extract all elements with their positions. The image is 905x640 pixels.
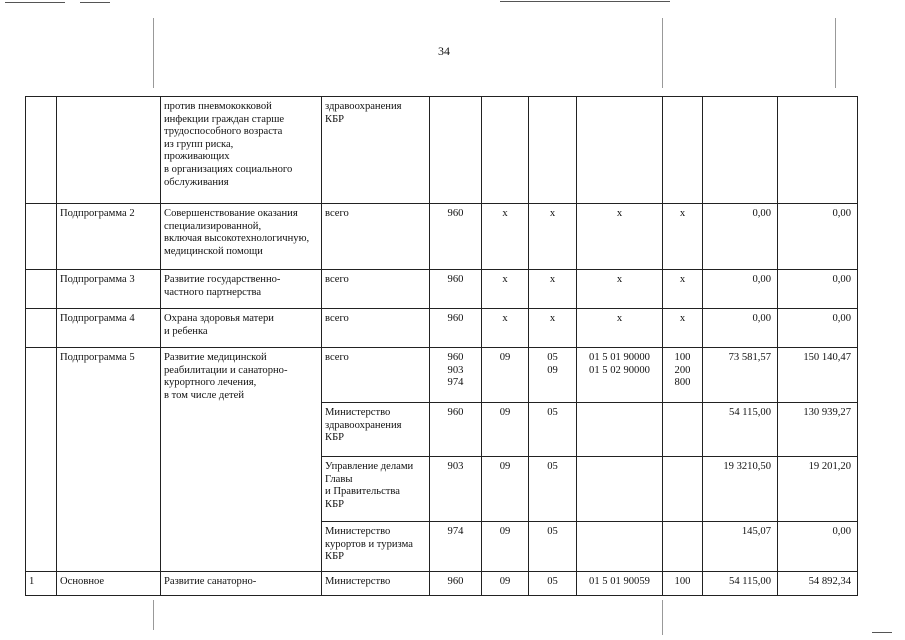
- vr-cell: [663, 309, 703, 348]
- num-cell: [26, 204, 57, 270]
- cell-line: обслуживания: [164, 176, 229, 188]
- cell-line: 01 5 02 90000: [589, 364, 650, 376]
- num-cell: [26, 97, 57, 204]
- cell-line: х: [616, 313, 623, 324]
- cell-line: 09: [499, 407, 511, 418]
- cell-line: 974: [447, 526, 464, 537]
- cell-line: курортов и туризма: [325, 538, 413, 550]
- name-cell: [161, 572, 322, 596]
- rz-cell: [482, 270, 529, 309]
- rz-cell: [482, 457, 529, 522]
- value-2025-cell: 0,00: [778, 270, 858, 309]
- cell-line: 800: [674, 377, 691, 389]
- scan-artifact-line: [500, 1, 670, 2]
- table-row: [26, 270, 858, 309]
- value-2025-cell: 0,00: [778, 522, 858, 572]
- scan-artifact-line: [835, 18, 836, 88]
- vr-cell: [663, 522, 703, 572]
- cell-line: всего: [325, 352, 349, 363]
- cell-line: в том числе детей: [164, 389, 245, 401]
- cell-line: х: [549, 274, 556, 285]
- cell-line: 09: [499, 461, 511, 472]
- cell-line: 960: [447, 274, 464, 285]
- pr-cell: [529, 403, 577, 457]
- cell-line: 05: [547, 352, 558, 363]
- vr-cell: [663, 97, 703, 204]
- value-2025-cell: 150 140,47: [778, 348, 858, 403]
- page-number: 34: [438, 44, 450, 58]
- cell-line: 05: [547, 526, 558, 537]
- table-row: [26, 348, 858, 403]
- cell-line: курортного лечения,: [164, 377, 257, 389]
- cell-line: 960: [447, 208, 464, 219]
- scan-artifact-line: [153, 600, 154, 630]
- executor-cell: [322, 204, 430, 270]
- grbs-cell: [430, 348, 482, 403]
- value-2025-cell: 19 201,20: [778, 457, 858, 522]
- value-2024-cell: 0,00: [703, 270, 778, 309]
- cell-line: 05: [547, 576, 558, 587]
- grbs-cell: [430, 97, 482, 204]
- name-cell: [161, 348, 322, 572]
- cell-line: здравоохранения: [325, 419, 402, 431]
- pr-cell: [529, 204, 577, 270]
- grbs-cell: [430, 572, 482, 596]
- executor-cell: [322, 572, 430, 596]
- vr-cell: [663, 348, 703, 403]
- scan-artifact-line: [662, 600, 663, 635]
- rz-cell: [482, 572, 529, 596]
- table-row: [26, 204, 858, 270]
- cell-line: х: [679, 208, 686, 219]
- rz-cell: [482, 309, 529, 348]
- scan-artifact-line: [153, 18, 154, 88]
- cell-line: Главы: [325, 473, 353, 485]
- csr-cell: [577, 309, 663, 348]
- value-2024-cell: 73 581,57: [703, 348, 778, 403]
- scan-artifact-line: [872, 632, 892, 633]
- cell-line: 200: [674, 364, 691, 376]
- cell-line: КБР: [325, 498, 345, 510]
- csr-cell: [577, 457, 663, 522]
- executor-cell: [322, 457, 430, 522]
- cell-line: 09: [499, 352, 511, 363]
- vr-cell: [663, 270, 703, 309]
- scan-artifact-line: [5, 2, 65, 3]
- cell-line: в организациях социального: [164, 163, 293, 175]
- pr-cell: [529, 572, 577, 596]
- scan-artifact-line: [80, 2, 110, 3]
- cell-line: 09: [499, 526, 511, 537]
- vr-cell: [663, 403, 703, 457]
- cell-line: х: [679, 274, 686, 285]
- vr-cell: [663, 572, 703, 596]
- status-cell: Подпрограмма 5: [57, 348, 161, 572]
- value-2024-cell: 145,07: [703, 522, 778, 572]
- cell-line: 960: [447, 352, 464, 363]
- cell-line: здравоохранения: [325, 101, 402, 112]
- pr-cell: [529, 457, 577, 522]
- value-2025-cell: 0,00: [778, 309, 858, 348]
- cell-line: х: [616, 208, 623, 219]
- grbs-cell: [430, 522, 482, 572]
- value-2024-cell: 0,00: [703, 204, 778, 270]
- csr-cell: [577, 204, 663, 270]
- value-2024-cell: 19 3210,50: [703, 457, 778, 522]
- executor-cell: [322, 348, 430, 403]
- value-2025-cell: 130 939,27: [778, 403, 858, 457]
- rz-cell: [482, 522, 529, 572]
- pr-cell: [529, 270, 577, 309]
- status-cell: [57, 97, 161, 204]
- cell-line: х: [679, 313, 686, 324]
- grbs-cell: [430, 204, 482, 270]
- cell-line: 09: [547, 364, 558, 376]
- num-cell: [26, 348, 57, 572]
- name-cell: [161, 309, 322, 348]
- executor-cell: [322, 97, 430, 204]
- cell-line: х: [502, 208, 508, 219]
- value-2025-cell: 54 892,34: [778, 572, 858, 596]
- pr-cell: [529, 348, 577, 403]
- grbs-cell: [430, 457, 482, 522]
- cell-line: специализированной,: [164, 220, 262, 232]
- cell-line: Министерство: [325, 526, 391, 537]
- cell-line: 903: [447, 364, 464, 376]
- name-cell: [161, 204, 322, 270]
- cell-line: Развитие санаторно-: [164, 576, 257, 587]
- cell-line: реабилитации и санаторно-: [164, 364, 288, 376]
- cell-line: КБР: [325, 432, 345, 444]
- cell-line: Развитие медицинской: [164, 352, 267, 363]
- rz-cell: [482, 204, 529, 270]
- pr-cell: [529, 522, 577, 572]
- pr-cell: [529, 309, 577, 348]
- value-2024-cell: 0,00: [703, 309, 778, 348]
- cell-line: Министерство: [325, 576, 391, 587]
- grbs-cell: [430, 309, 482, 348]
- cell-line: КБР: [325, 551, 345, 563]
- value-2025-cell: [778, 97, 858, 204]
- cell-line: 960: [447, 313, 464, 324]
- cell-line: проживающих: [164, 151, 230, 163]
- status-cell: Подпрограмма 3: [57, 270, 161, 309]
- vr-cell: [663, 457, 703, 522]
- cell-line: х: [549, 313, 556, 324]
- cell-line: х: [502, 313, 508, 324]
- executor-cell: [322, 270, 430, 309]
- cell-line: всего: [325, 274, 349, 285]
- status-cell: Основное: [57, 572, 161, 596]
- num-cell: [26, 309, 57, 348]
- cell-line: 01 5 01 90059: [589, 576, 650, 587]
- cell-line: против пневмококковой: [164, 101, 272, 112]
- rz-cell: [482, 97, 529, 204]
- cell-line: включая высокотехнологичную,: [164, 233, 310, 245]
- cell-line: 01 5 01 90000: [589, 352, 650, 363]
- cell-line: медицинской помощи: [164, 245, 263, 257]
- csr-cell: [577, 572, 663, 596]
- cell-line: 974: [447, 377, 464, 389]
- pr-cell: [529, 97, 577, 204]
- vr-cell: [663, 204, 703, 270]
- cell-line: 09: [499, 576, 511, 587]
- scan-artifact-line: [662, 18, 663, 88]
- cell-line: частного партнерства: [164, 286, 262, 298]
- table-row: [26, 572, 858, 596]
- table-row: [26, 309, 858, 348]
- cell-line: и Правительства: [325, 486, 400, 498]
- csr-cell: [577, 97, 663, 204]
- cell-line: Совершенствование оказания: [164, 208, 298, 219]
- cell-line: Развитие государственно-: [164, 274, 281, 285]
- cell-line: Управление делами: [325, 461, 414, 472]
- executor-cell: [322, 309, 430, 348]
- cell-line: 960: [447, 407, 464, 418]
- cell-line: всего: [325, 208, 349, 219]
- csr-cell: [577, 270, 663, 309]
- rz-cell: [482, 403, 529, 457]
- cell-line: всего: [325, 313, 349, 324]
- cell-line: х: [616, 274, 623, 285]
- cell-line: 05: [547, 407, 558, 418]
- num-cell: 1: [26, 572, 57, 596]
- cell-line: 100: [674, 576, 691, 587]
- table-row: [26, 97, 858, 204]
- cell-line: 05: [547, 461, 558, 472]
- csr-cell: [577, 348, 663, 403]
- rz-cell: [482, 348, 529, 403]
- cell-line: 960: [447, 576, 464, 587]
- num-cell: [26, 270, 57, 309]
- cell-line: и ребенка: [164, 325, 208, 337]
- budget-table: [25, 96, 858, 596]
- cell-line: КБР: [325, 113, 345, 125]
- grbs-cell: [430, 403, 482, 457]
- csr-cell: [577, 522, 663, 572]
- name-cell: [161, 270, 322, 309]
- csr-cell: [577, 403, 663, 457]
- executor-cell: [322, 522, 430, 572]
- cell-line: инфекции граждан старше: [164, 113, 285, 125]
- cell-line: х: [549, 208, 556, 219]
- cell-line: 100: [674, 352, 691, 363]
- value-2025-cell: 0,00: [778, 204, 858, 270]
- value-2024-cell: 54 115,00: [703, 403, 778, 457]
- cell-line: из групп риска,: [164, 138, 234, 150]
- status-cell: Подпрограмма 4: [57, 309, 161, 348]
- grbs-cell: [430, 270, 482, 309]
- cell-line: 903: [447, 461, 464, 472]
- table-body: [26, 97, 858, 596]
- cell-line: трудоспособного возраста: [164, 126, 283, 138]
- cell-line: Министерство: [325, 407, 391, 418]
- cell-line: Охрана здоровья матери: [164, 313, 274, 324]
- status-cell: Подпрограмма 2: [57, 204, 161, 270]
- cell-line: х: [502, 274, 508, 285]
- executor-cell: [322, 403, 430, 457]
- value-2024-cell: 54 115,00: [703, 572, 778, 596]
- value-2024-cell: [703, 97, 778, 204]
- name-cell: [161, 97, 322, 204]
